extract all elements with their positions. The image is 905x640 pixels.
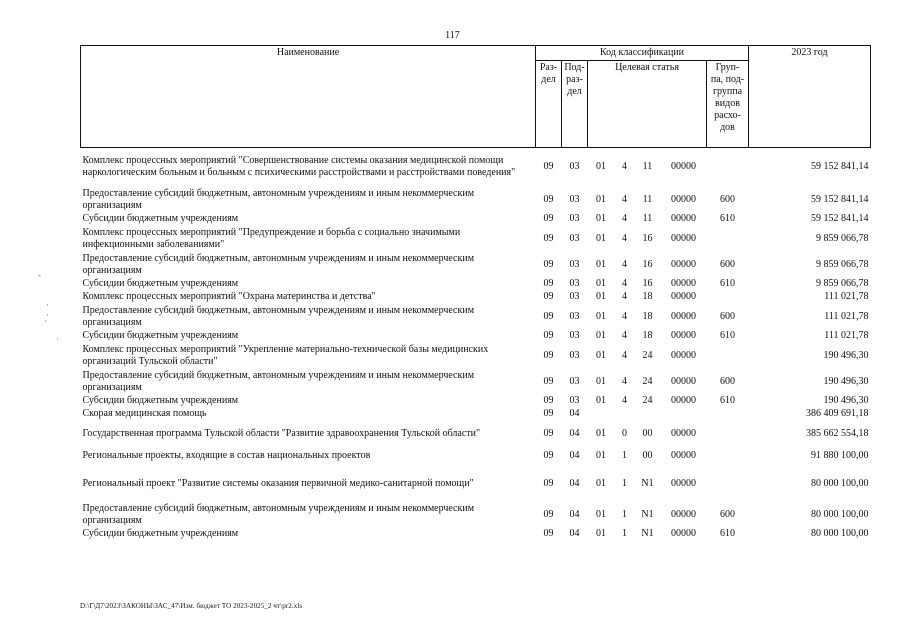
cell-razdel: 09 bbox=[543, 278, 554, 289]
cell-group bbox=[707, 408, 749, 421]
cell-t1: 01 bbox=[596, 427, 606, 439]
cell-t1: 01 bbox=[596, 278, 606, 289]
cell-razdel: 09 bbox=[543, 291, 554, 302]
table-row bbox=[81, 278, 871, 291]
table-row bbox=[81, 213, 871, 226]
cell-t4: 00000 bbox=[671, 291, 696, 302]
cell-group: 610 bbox=[720, 395, 735, 406]
cell-t3: 18 bbox=[642, 330, 653, 341]
table-row bbox=[81, 226, 871, 252]
cell-razdel: 09 bbox=[543, 427, 554, 439]
cell-group bbox=[707, 447, 749, 466]
cell-t4: 00000 bbox=[671, 395, 696, 406]
cell-amount: 111 021,78 bbox=[824, 310, 869, 322]
cell-amount: 80 000 100,00 bbox=[811, 477, 869, 489]
cell-t1: 01 bbox=[596, 528, 606, 539]
cell-amount: 91 880 100,00 bbox=[811, 450, 869, 461]
cell-razdel: 09 bbox=[543, 408, 554, 419]
cell-name: Государственная программа Тульской области "Развитие здравоохранения Тульской области" bbox=[82, 427, 481, 439]
cell-t3: N1 bbox=[641, 477, 654, 489]
cell-razdel: 09 bbox=[543, 450, 554, 461]
cell-t3: 11 bbox=[642, 213, 653, 224]
cell-razdel: 09 bbox=[543, 213, 554, 224]
column-header-name: Наименование bbox=[81, 46, 536, 148]
cell-t2: 4 bbox=[622, 258, 627, 270]
cell-t2: 4 bbox=[622, 291, 627, 302]
cell-name: Региональные проекты, входящие в состав национальных проектов bbox=[82, 450, 371, 461]
table-row bbox=[81, 502, 871, 528]
cell-group: 610 bbox=[720, 330, 735, 341]
cell-amount: 59 152 841,14 bbox=[811, 213, 869, 224]
cell-t3: 24 bbox=[642, 395, 653, 406]
cell-t4: 00000 bbox=[671, 330, 696, 341]
cell-name: Субсидии бюджетным учреждениям bbox=[82, 278, 239, 289]
cell-group bbox=[707, 148, 749, 187]
cell-t2: 4 bbox=[622, 395, 627, 406]
cell-t4: 00000 bbox=[671, 349, 696, 361]
cell-name: Комплекс процессных мероприятий "Предупреждение и борьба с социально значимыми инфекционными заболеваниями" bbox=[82, 226, 461, 250]
cell-amount: 190 496,30 bbox=[823, 375, 869, 387]
cell-t1: 01 bbox=[596, 310, 606, 322]
cell-t2: 4 bbox=[622, 193, 627, 205]
table-row bbox=[81, 369, 871, 395]
cell-amount: 190 496,30 bbox=[823, 395, 869, 406]
cell-t3: 16 bbox=[642, 278, 653, 289]
cell-t2 bbox=[615, 408, 635, 421]
cell-t3: 00 bbox=[642, 450, 653, 461]
cell-name: Субсидии бюджетным учреждениям bbox=[82, 330, 239, 341]
cell-group: 610 bbox=[720, 278, 735, 289]
table-row bbox=[81, 447, 871, 466]
cell-amount: 111 021,78 bbox=[824, 291, 869, 302]
cell-amount: 9 859 066,78 bbox=[816, 278, 869, 289]
cell-t2: 4 bbox=[622, 330, 627, 341]
cell-group: 600 bbox=[720, 193, 735, 205]
table-row bbox=[81, 304, 871, 330]
table-row bbox=[81, 421, 871, 447]
cell-podrazdel: 03 bbox=[569, 395, 580, 406]
cell-razdel: 09 bbox=[543, 310, 554, 322]
cell-podrazdel: 03 bbox=[569, 291, 580, 302]
table-row bbox=[81, 466, 871, 502]
cell-podrazdel: 04 bbox=[569, 450, 580, 461]
cell-razdel: 09 bbox=[543, 258, 554, 270]
cell-group: 600 bbox=[720, 375, 735, 387]
cell-podrazdel: 03 bbox=[569, 258, 580, 270]
cell-t4: 00000 bbox=[671, 375, 696, 387]
cell-t2: 4 bbox=[622, 375, 627, 387]
cell-t3: 18 bbox=[642, 291, 653, 302]
table-row bbox=[81, 252, 871, 278]
cell-t4: 00000 bbox=[671, 310, 696, 322]
cell-t4 bbox=[661, 408, 707, 421]
cell-t2: 1 bbox=[622, 450, 627, 461]
cell-podrazdel: 03 bbox=[569, 375, 580, 387]
cell-group bbox=[707, 343, 749, 369]
cell-t1: 01 bbox=[596, 349, 606, 361]
cell-t1: 01 bbox=[596, 161, 606, 173]
cell-t1: 01 bbox=[596, 477, 606, 489]
table-row bbox=[81, 187, 871, 213]
cell-group: 600 bbox=[720, 310, 735, 322]
cell-t4: 00000 bbox=[671, 232, 696, 244]
cell-group bbox=[707, 421, 749, 447]
table-row bbox=[81, 395, 871, 408]
table-row bbox=[81, 291, 871, 304]
cell-t1: 01 bbox=[596, 330, 606, 341]
cell-t2: 1 bbox=[622, 477, 627, 489]
table-row bbox=[81, 330, 871, 343]
cell-t1: 01 bbox=[596, 232, 606, 244]
cell-t3: 11 bbox=[642, 161, 653, 173]
cell-t4: 00000 bbox=[671, 258, 696, 270]
cell-t2: 4 bbox=[622, 349, 627, 361]
table-row bbox=[81, 528, 871, 541]
cell-t4: 00000 bbox=[671, 528, 696, 539]
cell-t1: 01 bbox=[596, 450, 606, 461]
cell-amount: 9 859 066,78 bbox=[816, 258, 869, 270]
column-header-podrazdel: Под- раз- дел bbox=[562, 61, 588, 148]
cell-razdel: 09 bbox=[543, 508, 554, 520]
cell-amount: 385 662 554,18 bbox=[806, 427, 869, 439]
column-header-razdel: Раз- дел bbox=[536, 61, 562, 148]
cell-group bbox=[707, 291, 749, 304]
cell-podrazdel: 04 bbox=[569, 427, 580, 439]
cell-podrazdel: 03 bbox=[569, 310, 580, 322]
cell-podrazdel: 04 bbox=[569, 408, 580, 419]
cell-t3: N1 bbox=[641, 528, 654, 539]
cell-group: 600 bbox=[720, 508, 735, 520]
cell-name: Субсидии бюджетным учреждениям bbox=[82, 395, 239, 406]
cell-podrazdel: 03 bbox=[569, 349, 580, 361]
cell-t1: 01 bbox=[596, 508, 606, 520]
cell-t3: 24 bbox=[642, 349, 653, 361]
cell-t1: 01 bbox=[596, 291, 606, 302]
cell-t3: 16 bbox=[642, 258, 653, 270]
cell-razdel: 09 bbox=[543, 528, 554, 539]
table-row bbox=[81, 343, 871, 369]
cell-t4: 00000 bbox=[671, 278, 696, 289]
cell-name: Комплекс процессных мероприятий "Совершенствование системы оказания медицинской помощи наркологическим больным и больным с психическими расстройствами и расстройствами поведения" bbox=[82, 155, 516, 179]
cell-razdel: 09 bbox=[543, 330, 554, 341]
cell-amount: 9 859 066,78 bbox=[816, 232, 869, 244]
cell-amount: 111 021,78 bbox=[824, 330, 869, 341]
cell-t3: 00 bbox=[642, 427, 653, 439]
cell-t3: 16 bbox=[642, 232, 653, 244]
table-row bbox=[81, 408, 871, 421]
cell-t1: 01 bbox=[596, 375, 606, 387]
cell-t2: 4 bbox=[622, 310, 627, 322]
cell-t4: 00000 bbox=[671, 193, 696, 205]
cell-group: 610 bbox=[720, 528, 735, 539]
table-row bbox=[81, 148, 871, 187]
cell-amount: 190 496,30 bbox=[823, 349, 869, 361]
cell-group bbox=[707, 226, 749, 252]
cell-t4: 00000 bbox=[671, 450, 696, 461]
cell-t2: 4 bbox=[622, 278, 627, 289]
cell-t2: 4 bbox=[622, 232, 627, 244]
table-body bbox=[81, 148, 871, 541]
cell-podrazdel: 04 bbox=[569, 528, 580, 539]
budget-table bbox=[80, 45, 871, 541]
cell-t2: 4 bbox=[622, 213, 627, 224]
cell-podrazdel: 03 bbox=[569, 213, 580, 224]
cell-amount: 386 409 691,18 bbox=[806, 408, 869, 419]
cell-t1: 01 bbox=[596, 395, 606, 406]
column-header-target: Целевая статья bbox=[588, 61, 707, 148]
cell-t3: 11 bbox=[642, 193, 653, 205]
cell-t4: 00000 bbox=[671, 427, 696, 439]
cell-podrazdel: 04 bbox=[569, 508, 580, 520]
cell-t4: 00000 bbox=[671, 213, 696, 224]
column-header-year: 2023 год bbox=[749, 46, 871, 148]
cell-t2: 0 bbox=[622, 427, 627, 439]
cell-t3: 18 bbox=[642, 310, 653, 322]
cell-razdel: 09 bbox=[543, 232, 554, 244]
cell-razdel: 09 bbox=[543, 395, 554, 406]
page-number: 117 bbox=[445, 30, 460, 41]
cell-name: Предоставление субсидий бюджетным, автономным учреждениям и иным некоммерческим организациям bbox=[82, 304, 475, 328]
cell-t4: 00000 bbox=[671, 161, 696, 173]
cell-podrazdel: 03 bbox=[569, 193, 580, 205]
cell-name: Субсидии бюджетным учреждениям bbox=[82, 213, 239, 224]
cell-podrazdel: 03 bbox=[569, 161, 580, 173]
cell-group: 600 bbox=[720, 258, 735, 270]
cell-razdel: 09 bbox=[543, 161, 554, 173]
cell-group: 610 bbox=[720, 213, 735, 224]
cell-t2: 1 bbox=[622, 528, 627, 539]
cell-t1: 01 bbox=[596, 193, 606, 205]
cell-amount: 59 152 841,14 bbox=[811, 161, 869, 173]
cell-name: Комплекс процессных мероприятий "Охрана материнства и детства" bbox=[82, 291, 376, 302]
cell-name: Предоставление субсидий бюджетным, автономным учреждениям и иным некоммерческим организациям bbox=[82, 369, 475, 393]
cell-t3: N1 bbox=[641, 508, 654, 520]
cell-amount: 59 152 841,14 bbox=[811, 193, 869, 205]
cell-t1: 01 bbox=[596, 213, 606, 224]
cell-razdel: 09 bbox=[543, 349, 554, 361]
cell-amount: 80 000 100,00 bbox=[811, 528, 869, 539]
cell-podrazdel: 03 bbox=[569, 278, 580, 289]
cell-t2: 1 bbox=[622, 508, 627, 520]
cell-t3 bbox=[635, 408, 661, 421]
cell-name: Скорая медицинская помощь bbox=[82, 408, 207, 419]
cell-podrazdel: 04 bbox=[569, 477, 580, 489]
column-header-group: Груп- па, под- группа видов расхо- дов bbox=[707, 61, 749, 148]
cell-name: Предоставление субсидий бюджетным, автономным учреждениям и иным некоммерческим организациям bbox=[82, 252, 475, 276]
cell-t4: 00000 bbox=[671, 508, 696, 520]
cell-t3: 24 bbox=[642, 375, 653, 387]
file-path-footer: D:\Г\Д7\2023\ЗАКОНЫ\ЗАС_47\Изм. бюджет ТО 2023-2025_2 чт\pr2.xls bbox=[80, 602, 303, 610]
cell-t1 bbox=[588, 408, 615, 421]
column-header-code: Код классификации bbox=[536, 46, 749, 61]
cell-group bbox=[707, 466, 749, 502]
cell-name: Комплекс процессных мероприятий "Укрепление материально-технической базы медицинских организаций Тульской области" bbox=[82, 343, 489, 367]
cell-t2: 4 bbox=[622, 161, 627, 173]
cell-razdel: 09 bbox=[543, 477, 554, 489]
cell-razdel: 09 bbox=[543, 193, 554, 205]
cell-name: Предоставление субсидий бюджетным, автономным учреждениям и иным некоммерческим организациям bbox=[82, 502, 475, 526]
cell-name: Субсидии бюджетным учреждениям bbox=[82, 528, 239, 539]
cell-podrazdel: 03 bbox=[569, 330, 580, 341]
cell-name: Предоставление субсидий бюджетным, автономным учреждениям и иным некоммерческим организациям bbox=[82, 187, 475, 211]
cell-t1: 01 bbox=[596, 258, 606, 270]
cell-razdel: 09 bbox=[543, 375, 554, 387]
cell-name: Региональный проект "Развитие системы оказания первичной медико-санитарной помощи" bbox=[82, 477, 474, 489]
cell-t4: 00000 bbox=[671, 477, 696, 489]
cell-amount: 80 000 100,00 bbox=[811, 508, 869, 520]
cell-podrazdel: 03 bbox=[569, 232, 580, 244]
